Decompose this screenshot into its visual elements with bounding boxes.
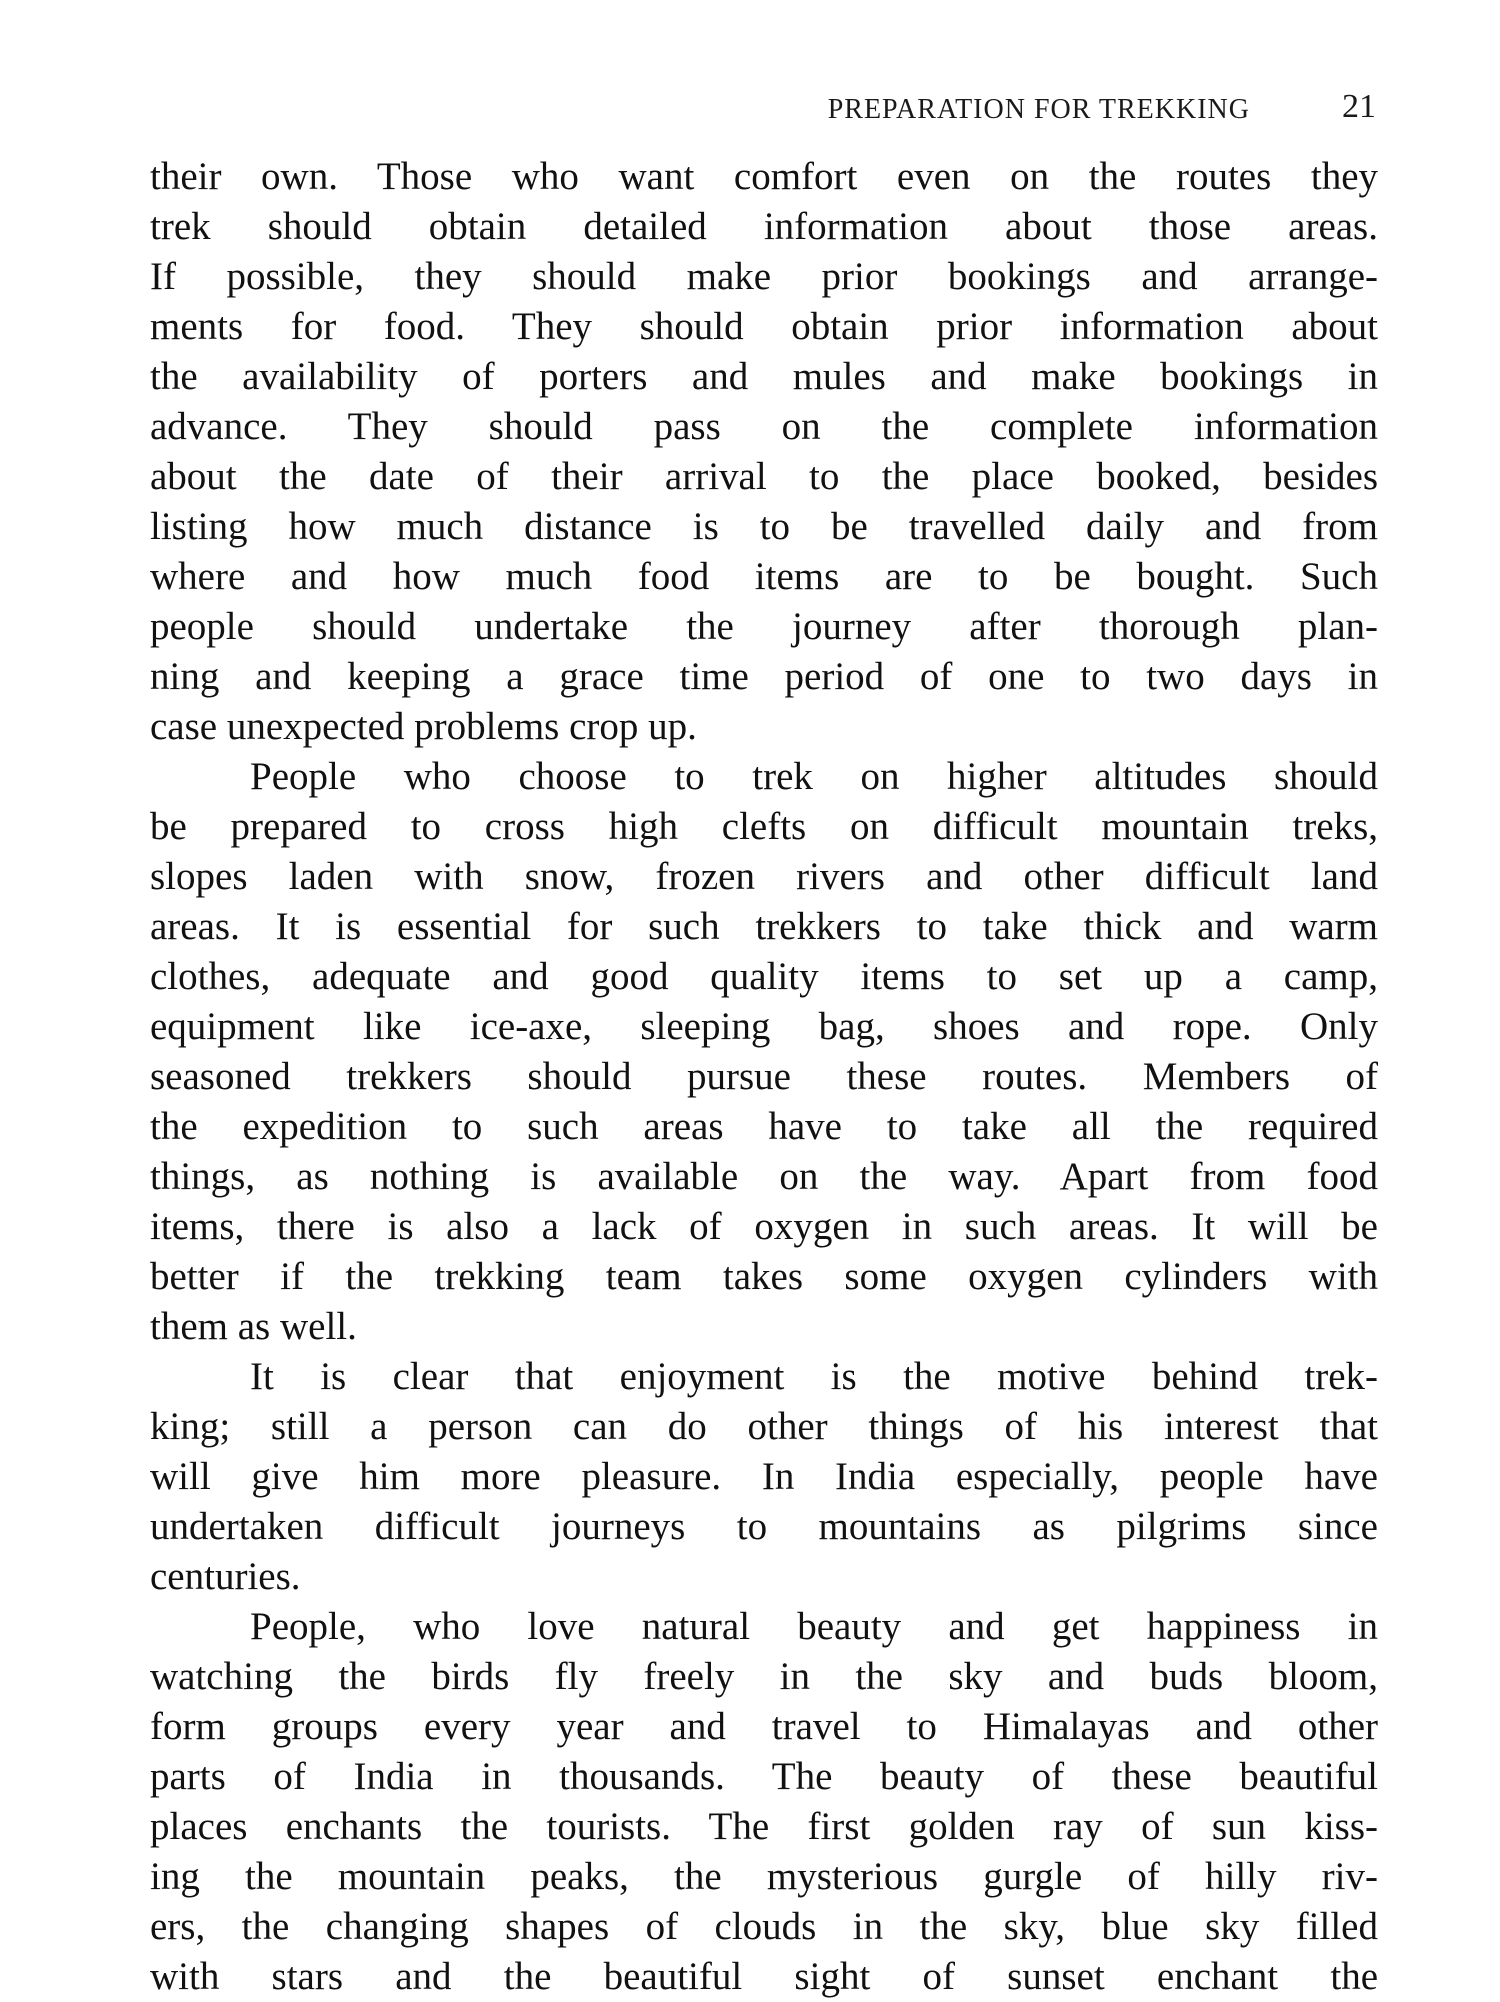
text-line: with stars and the beautiful sight of sunset enchant the (150, 1955, 1378, 1998)
text-line: will give him more pleasure. In India especially, people have (150, 1455, 1378, 1498)
text-line: It is clear that enjoyment is the motive behind trek- (250, 1355, 1378, 1398)
text-line: advance. They should pass on the complete information (150, 405, 1378, 448)
text-line: where and how much food items are to be bought. Such (150, 555, 1378, 598)
text-line: slopes laden with snow, frozen rivers and other difficult land (150, 855, 1378, 898)
text-line: them as well. (150, 1305, 357, 1348)
text-line: undertaken difficult journeys to mountains as pilgrims since (150, 1505, 1378, 1548)
text-line: the availability of porters and mules and make bookings in (150, 355, 1378, 398)
text-line: parts of India in thousands. The beauty of these beautiful (150, 1755, 1378, 1798)
text-line: ers, the changing shapes of clouds in the sky, blue sky filled (150, 1905, 1378, 1948)
text-line: If possible, they should make prior bookings and arrange- (150, 255, 1378, 298)
text-line: People, who love natural beauty and get happiness in (250, 1605, 1378, 1648)
text-line: places enchants the tourists. The first golden ray of sun kiss- (150, 1805, 1378, 1848)
text-line: be prepared to cross high clefts on difficult mountain treks, (150, 805, 1378, 848)
text-line: seasoned trekkers should pursue these routes. Members of (150, 1055, 1378, 1098)
text-line: form groups every year and travel to Himalayas and other (150, 1705, 1378, 1748)
running-header (150, 86, 1380, 136)
text-line: watching the birds fly freely in the sky and buds bloom, (150, 1655, 1378, 1698)
running-title: PREPARATION FOR TREKKING (827, 94, 1250, 125)
paragraph-3 (150, 1352, 1378, 1602)
text-line: ments for food. They should obtain prior information about (150, 305, 1378, 348)
text-line: items, there is also a lack of oxygen in such areas. It will be (150, 1205, 1378, 1248)
text-line: king; still a person can do other things of his interest that (150, 1405, 1378, 1448)
body-text (150, 152, 1378, 2002)
paragraph-2 (150, 752, 1378, 1352)
text-line: about the date of their arrival to the place booked, besides (150, 455, 1378, 498)
text-line: listing how much distance is to be travelled daily and from (150, 505, 1378, 548)
text-line: clothes, adequate and good quality items to set up a camp, (150, 955, 1378, 998)
text-line: case unexpected problems crop up. (150, 705, 697, 748)
text-line: people should undertake the journey after thorough plan- (150, 605, 1378, 648)
text-line: People who choose to trek on higher altitudes should (250, 755, 1378, 798)
text-line: things, as nothing is available on the way. Apart from food (150, 1155, 1378, 1198)
text-line: trek should obtain detailed information about those areas. (150, 205, 1378, 248)
text-line: equipment like ice-axe, sleeping bag, shoes and rope. Only (150, 1005, 1378, 1048)
text-line: ning and keeping a grace time period of one to two days in (150, 655, 1378, 698)
text-line: areas. It is essential for such trekkers to take thick and warm (150, 905, 1378, 948)
text-line: the expedition to such areas have to take all the required (150, 1105, 1378, 1148)
paragraph-1 (150, 152, 1378, 752)
text-line: ing the mountain peaks, the mysterious gurgle of hilly riv- (150, 1855, 1378, 1898)
text-line: their own. Those who want comfort even on the routes they (150, 155, 1378, 198)
text-line: centuries. (150, 1555, 301, 1598)
paragraph-4 (150, 1602, 1378, 2002)
page-number: 21 (1342, 88, 1376, 125)
text-line: better if the trekking team takes some oxygen cylinders with (150, 1255, 1378, 1298)
